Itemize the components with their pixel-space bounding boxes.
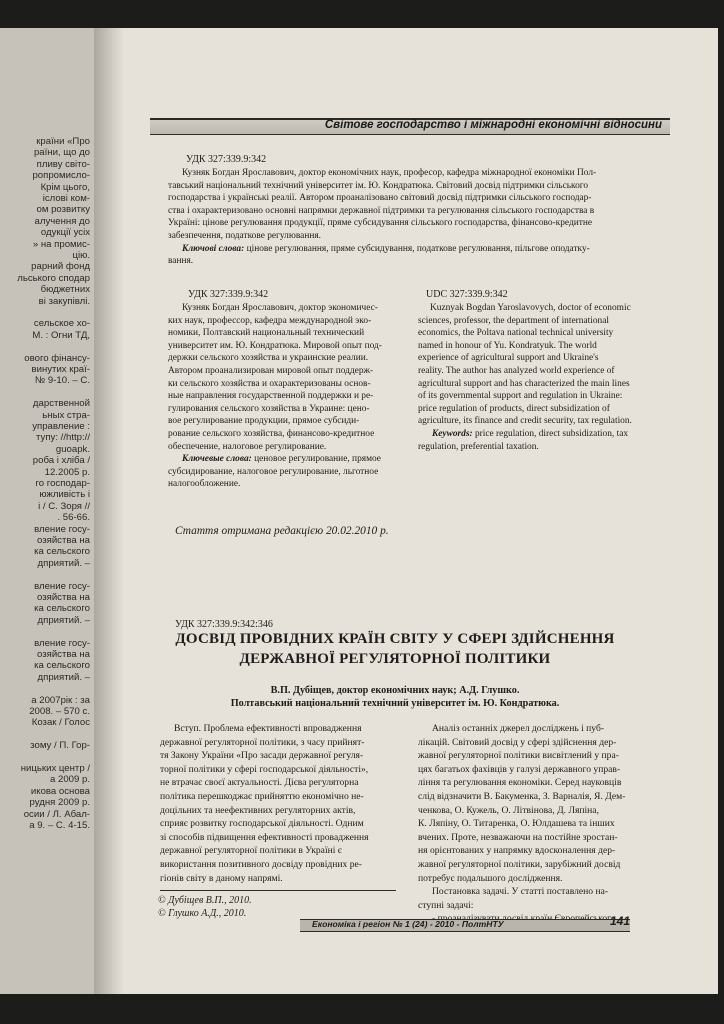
analysis-line: слід відзначити В. Бакуменка, З. Варналія, Я. Дем- xyxy=(418,790,626,802)
left-page-fragment: іслові ком- xyxy=(42,193,90,204)
abstract-en-keywords-line xyxy=(418,441,663,454)
left-page-fragment: вление госу- xyxy=(34,637,90,649)
left-page-fragment: вление госу- xyxy=(34,580,90,592)
abstract-ru-line: держки сельского хозяйства и украинские реалии. xyxy=(168,353,369,364)
abstract-ru-keywords-text: ценовое регулирование, прямое xyxy=(251,454,381,465)
abstract-ru-line: ки сельского хозяйства и охарактеризованы основ- xyxy=(168,378,371,389)
analysis-line: Аналіз останніх джерел досліджень і пуб- xyxy=(432,723,605,734)
intro-line: зі способів підвищення ефективності провадження xyxy=(160,831,369,843)
left-page-fragment: ка сельского xyxy=(34,603,90,615)
left-page-fragment: і / С. Зоря // xyxy=(38,500,90,512)
left-page-fragment: икова основа xyxy=(30,785,90,797)
left-page-fragment: озяйства на xyxy=(37,535,90,546)
left-page-fragment: а 2007рік : за xyxy=(31,694,90,706)
analysis-line: К. Ляпіну, О. Титаренка, О. Юлдашева та інших xyxy=(418,818,615,830)
left-page-fragment: Козак / Голос xyxy=(31,717,90,729)
left-page-fragment: рудня 2009 р. xyxy=(29,797,90,809)
abstract-ua-line: господарства і українські реалії. Автором проаналізовано світовий досвід підтримки сільського господар- xyxy=(168,193,592,204)
left-page-fragment: дприятий. – xyxy=(37,557,90,569)
analysis-line: ступні задачі: xyxy=(418,899,474,911)
abstract-ua-keywords-line xyxy=(168,255,668,268)
udc-ua: УДК 327:339.9:342 xyxy=(186,154,267,165)
intro-line: тя Закону України «Про засади державної регуля- xyxy=(160,750,364,762)
abstract-en-line: economics, the Poltava national technical university xyxy=(418,328,614,339)
abstract-en-line: reality. The author has analyzed world experience of xyxy=(418,365,615,376)
udc-ru: УДК 327:339.9:342 xyxy=(188,289,269,300)
article-title-line-1: ДОСВІД ПРОВІДНИХ КРАЇН СВІТУ У СФЕРІ ЗДІЙСНЕННЯ xyxy=(175,631,615,647)
copyright-2: © Глушко А.Д., 2010. xyxy=(158,908,247,919)
abstract-en-line: price regulation of products, direct subsidization of xyxy=(418,403,610,414)
left-page-fragment: озяйства на xyxy=(37,592,90,603)
abstract-en-line: of its governmental support and regulation in Ukraine: xyxy=(418,391,623,402)
left-page-fragment: тупу: //http:// xyxy=(36,432,90,444)
left-page-fragment: . 56-66. xyxy=(57,512,90,524)
left-page-fragment: М. : Огни ТД, xyxy=(32,329,90,341)
intro-line: державної регуляторної політики в Україні є xyxy=(160,845,342,857)
intro-line: доцільних та неефективних регуляторних актів, xyxy=(160,804,356,816)
footer-journal: Економіка і регіон № 1 (24) - 2010 - ПолтНТУ xyxy=(312,919,504,929)
abstract-ua-line: тавський національний технічний університет ім. Ю. Кондратюка. Світовий досвід підтримки сільського xyxy=(168,180,589,191)
abstract-en-keywords-label: Keywords: xyxy=(432,428,473,439)
abstract-ru-keywords-line xyxy=(168,453,406,466)
left-page-fragment: Крім цього, xyxy=(40,181,90,193)
abstract-ua-line: ства і охарактеризовано основні напрямки державної підтримки та регулювання сільського господарства в xyxy=(168,205,595,216)
abstract-ua-line: забезпечення, податкове регулювання. xyxy=(168,230,322,241)
abstract-ua-line: Україні: цінове регулювання продукції, пряме субсидування сільського господарства, фінансово-кредитне xyxy=(168,218,593,229)
left-page-fragment: управление : xyxy=(32,421,90,432)
abstract-ru-line: Автором проанализирован мировой опыт поддерж- xyxy=(168,365,374,376)
abstract-ru-line: университет им. Ю. Кондратюка. Мировой опыт под- xyxy=(168,340,382,351)
abstract-en xyxy=(418,302,663,453)
left-page-fragment: а 9. – С. 4-15. xyxy=(29,820,90,831)
abstract-en-line: experience of agricultural support and Ukraine's xyxy=(418,353,599,364)
left-page-fragment: ка сельского xyxy=(34,546,90,558)
left-page-fragment: го господар- xyxy=(35,478,90,489)
left-page-fragment: ропромисло- xyxy=(32,170,90,182)
left-page-fragment: дприятий. – xyxy=(37,614,90,626)
page-fold-shadow xyxy=(94,28,124,994)
left-page-fragment: озяйства на xyxy=(37,649,90,660)
article-affiliation: Полтавський національний технічний університет ім. Ю. Кондратюка. xyxy=(230,698,560,709)
abstract-en-keywords-text: regulation, preferential taxation. xyxy=(418,441,539,452)
abstract-en-keywords-text: price regulation, direct subsidization, tax xyxy=(472,428,629,439)
abstract-ua-line: Кузняк Богдан Ярославович, доктор економічних наук, професор, кафедра міжнародної економіки Пол- xyxy=(182,168,597,178)
received-date: Стаття отримана редакцією 20.02.2010 р. xyxy=(175,525,389,537)
abstract-ru-line: номики, Полтавский национальный технический xyxy=(168,328,365,339)
analysis-line: Постановка задачі. У статті поставлено на- xyxy=(432,886,609,898)
left-page-fragment: ом розвитку xyxy=(36,204,90,216)
abstract-ru-line: вое регулирование продукции, прямое субсиди- xyxy=(168,416,360,427)
article-authors: В.П. Дубіщев, доктор економічних наук; А.Д. Глушко. xyxy=(270,685,520,696)
left-page-fragment: guoapk. xyxy=(55,443,90,455)
copyright-rule xyxy=(160,890,396,891)
abstract-ua-keywords-line xyxy=(168,243,668,256)
abstract-en-line: agriculture, its finance and credit security, tax regulation. xyxy=(418,416,632,427)
left-page-fragment: а 2009 р. xyxy=(49,774,90,786)
intro-line: торної політики у сфері господарської діяльності», xyxy=(160,763,369,775)
left-page-fragment: сельское хо- xyxy=(33,318,90,330)
analysis-line: потребує подальшого дослідження. xyxy=(418,872,563,884)
page-number: 141 xyxy=(609,914,630,928)
analysis-line: жавної регуляторної політики, зарубіжний досвід xyxy=(418,858,621,870)
analysis-line: ління та регулювання економіки. Серед науковців xyxy=(418,777,622,789)
article-title-line-2: ДЕРЖАВНОЇ РЕГУЛЯТОРНОЇ ПОЛІТИКИ xyxy=(239,651,551,667)
analysis-line: лікацій. Світовий досвід у сфері здійснення дер- xyxy=(418,736,617,748)
abstract-ua-keywords-label: Ключові слова: xyxy=(182,243,245,254)
intro-line: державної регуляторної політики, з часу прийнят- xyxy=(160,736,365,748)
left-page-fragment: № 9-10. – С. xyxy=(34,375,90,387)
abstract-en-line: named in honour of Yu. Kondratyuk. The world xyxy=(418,340,597,351)
left-page-fragment: дарственной xyxy=(32,398,90,410)
left-page-fragment: ницьких центр / xyxy=(20,763,90,774)
left-page-fragment: раїни, що до xyxy=(33,147,90,159)
left-page-fragment: вление госу- xyxy=(34,523,90,535)
abstract-en-keywords-line xyxy=(418,428,663,441)
section-title: Світове господарство і міжнародні економічні відносини xyxy=(324,119,662,131)
intro-line: політика перешкоджає прийняттю економічно не- xyxy=(160,790,364,802)
left-page-fragment: осии / Л. Абал- xyxy=(23,808,90,820)
article-udc: УДК 327:339.9:342:346 xyxy=(175,619,273,630)
analysis-line: ня орієнтованих у напрямку вдосконалення дер- xyxy=(418,845,616,857)
abstract-ua-keywords-text: вання. xyxy=(168,256,194,267)
abstract-en-line: Kuznyak Bogdan Yaroslavovych, doctor of economic xyxy=(430,303,631,313)
left-page-fragment: » на промис- xyxy=(32,238,90,250)
left-page-fragment: ьных стра- xyxy=(42,409,90,421)
abstract-ru-line: Кузняк Богдан Ярославович, доктор экономичес- xyxy=(182,303,378,313)
analysis-line: вчених. Проте, незважаючи на постійне зростан- xyxy=(418,831,618,843)
left-page-fragment: пливу світо- xyxy=(36,158,90,170)
analysis-line: цях багатьох фахівців у галузі державного управ- xyxy=(418,763,621,775)
left-page-fragment: бюджетних xyxy=(40,284,90,296)
left-page-fragment: 12.2005 р. xyxy=(44,466,90,478)
abstract-en-line: sciences, professor, the department of international xyxy=(418,315,609,326)
left-page-fragment: країни «Про xyxy=(36,136,90,147)
left-page-fragment: алучення до xyxy=(34,215,90,227)
udc-en: UDC 327:339.9:342 xyxy=(426,289,508,300)
analysis-line: жавної регуляторної політики висвітлений у пра- xyxy=(418,750,619,762)
article-analysis-column xyxy=(418,722,663,926)
left-page-fragment: цію. xyxy=(72,250,90,261)
intro-line: не втрачає своєї актуальності. Дієва регуляторна xyxy=(160,777,359,789)
intro-line: використання позитивного досвіду провідних ре- xyxy=(160,858,362,870)
left-page-fragment: ка сельского xyxy=(34,660,90,672)
left-page-fragment: льського сподар xyxy=(17,272,90,284)
intro-line: гіонів світу в даному напрямі. xyxy=(160,872,283,884)
abstract-en-line: agricultural support and has characterized the main lines xyxy=(418,378,630,389)
analysis-line: ченкова, О. Кужель, О. Літвінова, Д. Ляпіна, xyxy=(418,804,599,816)
left-page-fragment: южливість і xyxy=(39,489,90,501)
abstract-ru-line: ких наук, профессор, кафедра международной эко- xyxy=(168,315,372,326)
abstract-ru-keywords-text: субсидирование, налоговое регулирование, льготное xyxy=(168,466,379,477)
abstract-ua-keywords-text: цінове регулювання, пряме субсидування, податкове регулювання, пільгове оподатку- xyxy=(244,243,590,254)
abstract-ru-keywords-label: Ключевые слова: xyxy=(182,454,252,465)
abstract-ru xyxy=(168,302,406,491)
previous-page-strip xyxy=(0,28,94,994)
left-page-fragment: роба і хліба / xyxy=(32,455,90,467)
abstract-ru-line: обеспечение, налоговое регулирование. xyxy=(168,441,327,452)
left-page-fragment: одукції усіх xyxy=(40,227,90,239)
intro-line: Вступ. Проблема ефективності впровадження xyxy=(174,723,362,734)
article-intro-column xyxy=(160,722,395,885)
abstract-ru-keywords-line xyxy=(168,478,406,491)
abstract-ru-keywords-text: налогообложение. xyxy=(168,479,241,490)
left-page-fragment: дприятий. – xyxy=(37,671,90,683)
abstract-ru-line: гулирования сельского хозяйства в Украине: цено- xyxy=(168,403,370,414)
left-page-fragment: ві закупівлі. xyxy=(38,295,90,307)
abstract-ru-line: ные направления государственной поддержки и ре- xyxy=(168,391,374,402)
left-page-fragment: ового фінансу- xyxy=(24,352,90,364)
left-page-fragment: винутих краї- xyxy=(31,364,90,375)
abstract-ru-keywords-line xyxy=(168,466,406,479)
left-page-fragment: рарний фонд xyxy=(31,261,90,273)
left-page-fragment: зому / П. Гор- xyxy=(30,740,90,752)
intro-line: сприяє розвитку господарської діяльності. Одним xyxy=(160,818,364,830)
copyright-1: © Дубіщев В.П., 2010. xyxy=(158,895,252,906)
section-header xyxy=(150,118,670,136)
left-page-fragment: 2008. – 570 с. xyxy=(29,706,90,717)
page-footer xyxy=(300,914,630,933)
abstract-ru-line: рование сельского хозяйства, финансово-кредитное xyxy=(168,428,375,439)
abstract-ua xyxy=(168,167,668,268)
